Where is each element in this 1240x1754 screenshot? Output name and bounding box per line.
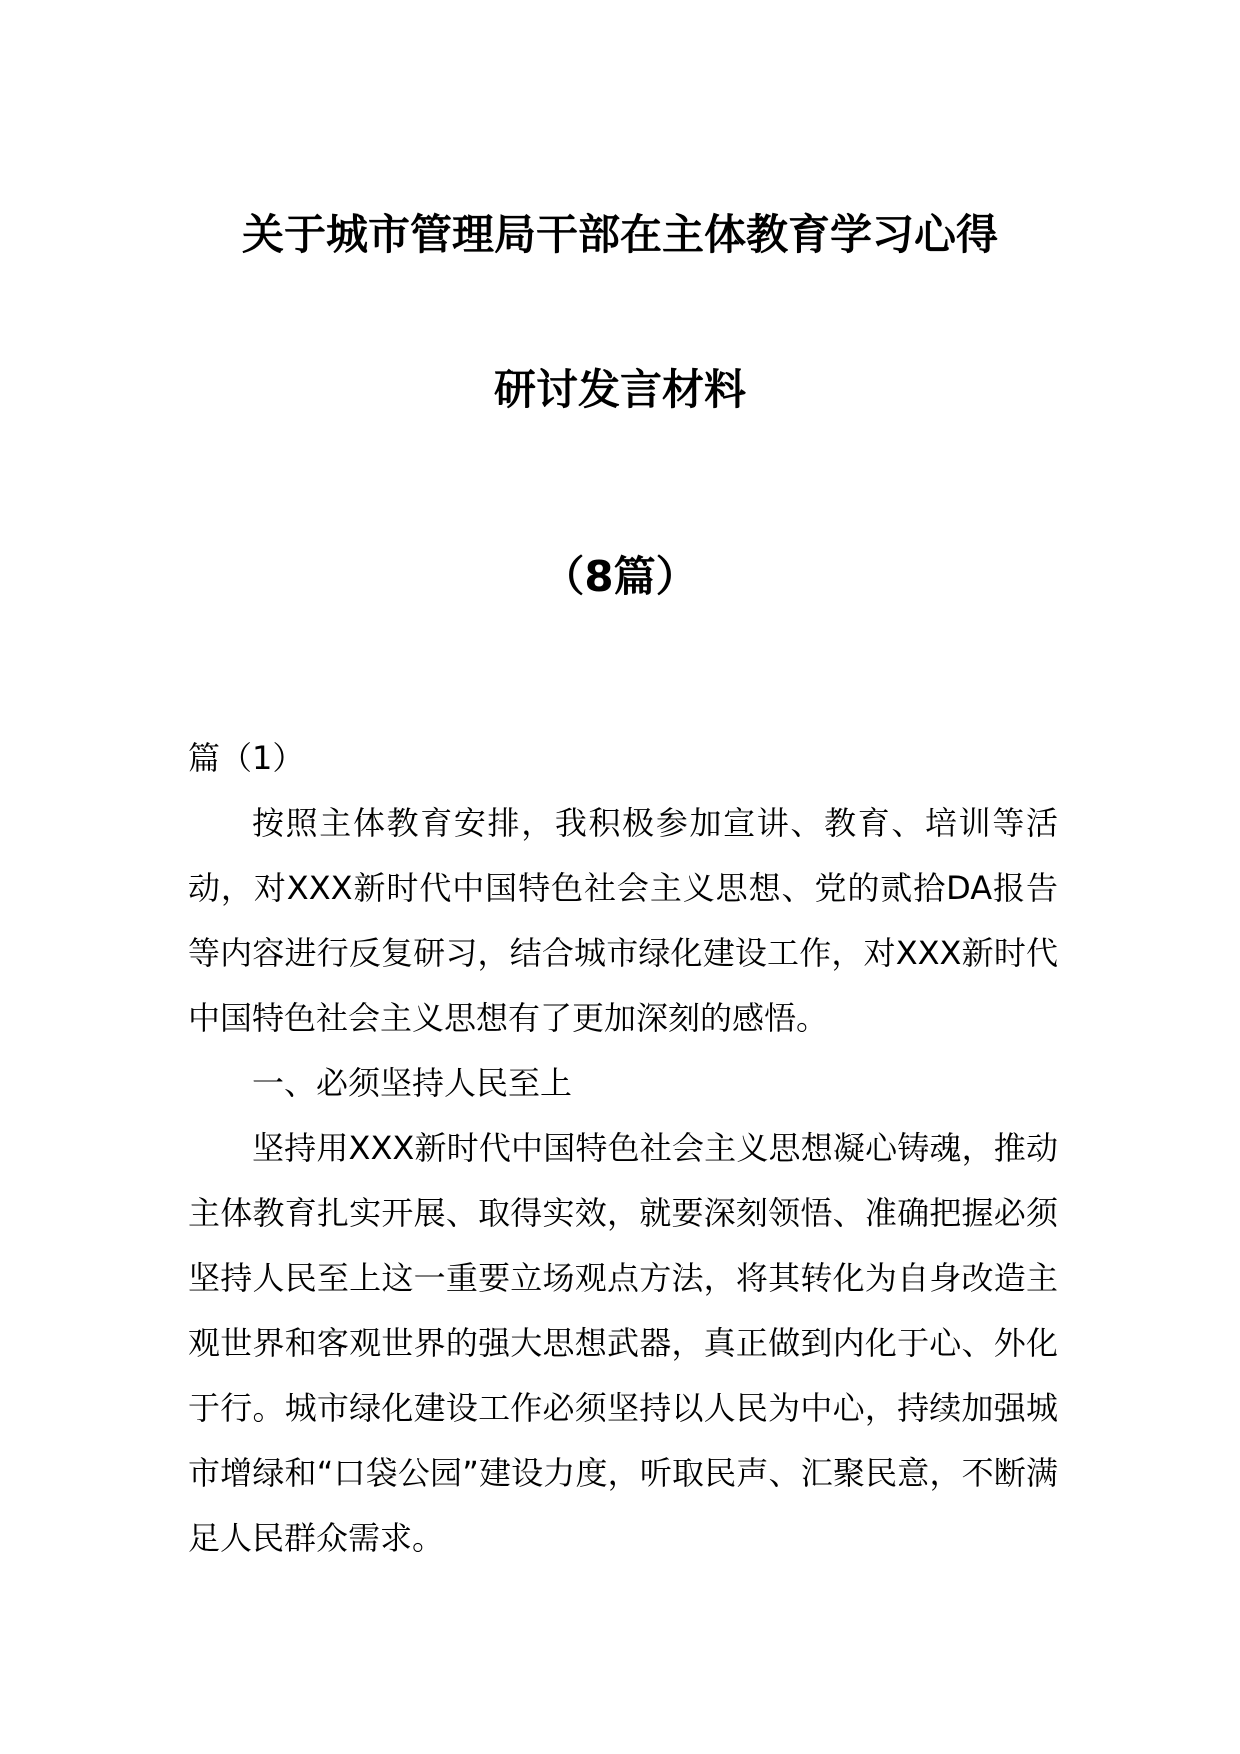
document-title-line-1: 关于城市管理局干部在主体教育学习心得 (241, 210, 998, 259)
section-label: 篇（1） (188, 739, 305, 777)
document-title-count: （8篇） (542, 552, 698, 601)
body-content (188, 791, 1058, 1571)
section-heading: 一、必须坚持人民至上 (252, 1064, 573, 1102)
paragraph-intro: 按照主体教育安排，我积极参加宣讲、教育、培训等活动，对XXX新时代中国特色社会主义思想、党的贰拾DA报告等内容进行反复研习，结合城市绿化建设工作，对XXX新时代中国特色社会主义思想有了更加深刻的感悟。 (188, 804, 1058, 1037)
paragraph-body: 坚持用XXX新时代中国特色社会主义思想凝心铸魂，推动主体教育扎实开展、取得实效，就要深刻领悟、准确把握必须坚持人民至上这一重要立场观点方法，将其转化为自身改造主观世界和客观世界的强大思想武器，真正做到内化于心、外化于行。城市绿化建设工作必须坚持以人民为中心，持续加强城市增绿和“口袋公园”建设力度，听取民声、汇聚民意，不断满足人民群众需求。 (188, 1129, 1058, 1557)
document-title-line-2: 研讨发言材料 (493, 365, 746, 414)
